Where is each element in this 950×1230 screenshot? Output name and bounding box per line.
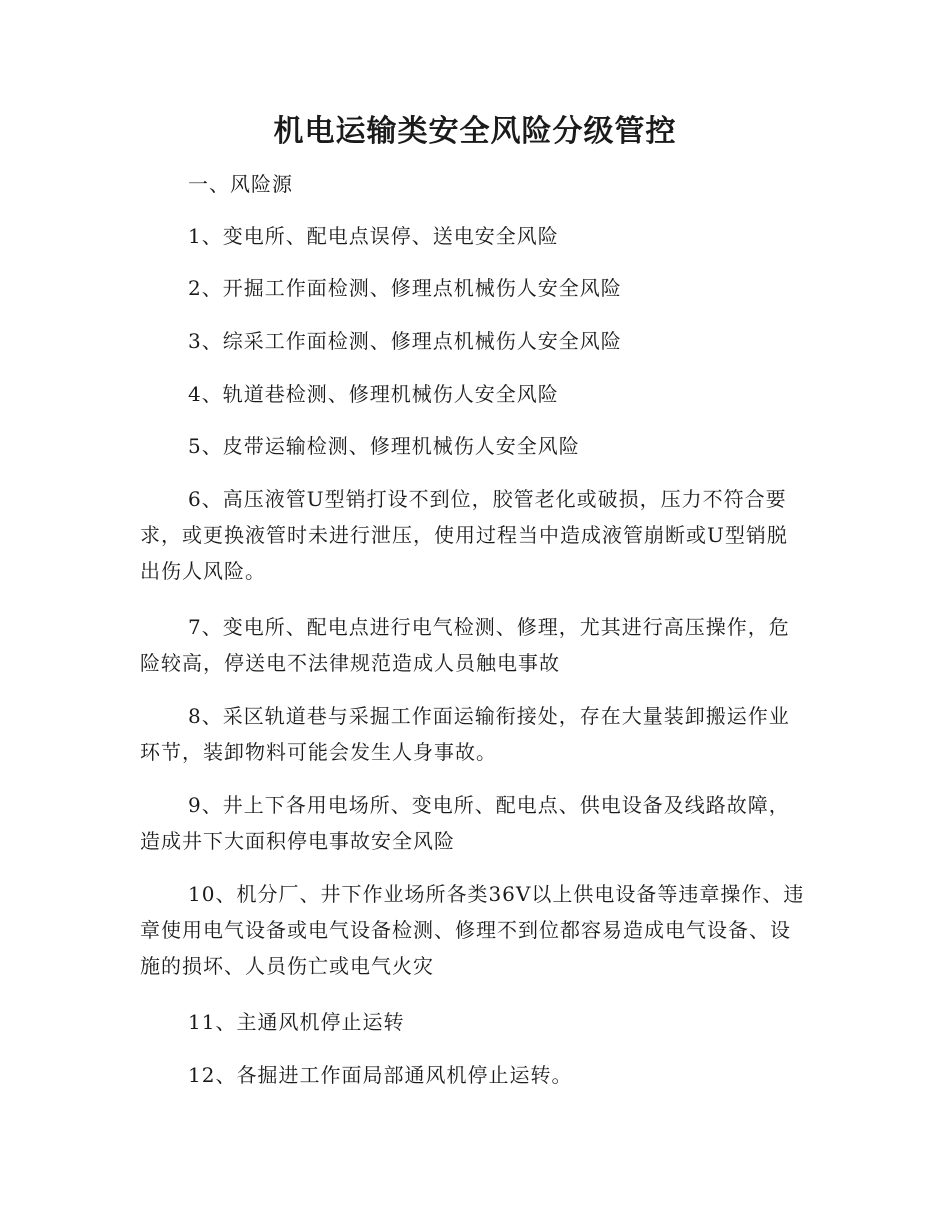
risk-item — [140, 1057, 805, 1093]
document-title: 机电运输类安全风险分级管控 — [273, 114, 677, 149]
risk-item-text: 8、采区轨道巷与采掘工作面运输衔接处，存在大量装卸搬运作业环节，装卸物料可能会发生人身事故。 — [140, 704, 790, 764]
risk-item-text: 3、综采工作面检测、修理点机械伤人安全风险 — [188, 329, 622, 353]
risk-item-text: 6、高压液管U型销打设不到位，胶管老化或破损，压力不符合要求，或更换液管时未进行泄压，使用过程当中造成液管崩断或U型销脱出伤人风险。 — [140, 487, 788, 583]
risk-item — [140, 787, 805, 859]
risk-item-text: 10、机分厂、井下作业场所各类36V以上供电设备等违章操作、违章使用电气设备或电气设备检测、修理不到位都容易造成电气设备、设施的损坏、人员伤亡或电气火灾 — [140, 882, 805, 978]
risk-item — [140, 1004, 805, 1040]
risk-item-text: 7、变电所、配电点进行电气检测、修理，尤其进行高压操作，危险较高，停送电不法律规范造成人员触电事故 — [140, 615, 790, 675]
risk-item — [140, 323, 805, 359]
section-heading-text: 一、风险源 — [188, 172, 293, 196]
risk-item — [140, 698, 805, 770]
risk-item-text: 9、井上下各用电场所、变电所、配电点、供电设备及线路故障，造成井下大面积停电事故安全风险 — [140, 793, 790, 853]
risk-item — [140, 270, 805, 306]
risk-item-text: 5、皮带运输检测、修理机械伤人安全风险 — [188, 434, 580, 458]
risk-item — [140, 428, 805, 464]
risk-item — [140, 218, 805, 254]
risk-item — [140, 609, 805, 681]
risk-item-text: 12、各掘进工作面局部通风机停止运转。 — [188, 1063, 573, 1087]
risk-item-text: 4、轨道巷检测、修理机械伤人安全风险 — [188, 382, 559, 406]
risk-item-text: 2、开掘工作面检测、修理点机械伤人安全风险 — [188, 276, 622, 300]
risk-item — [140, 481, 805, 589]
risk-item-text: 11、主通风机停止运转 — [188, 1010, 405, 1034]
risk-item — [140, 376, 805, 412]
risk-item-text: 1、变电所、配电点误停、送电安全风险 — [188, 224, 559, 248]
section-heading — [140, 166, 805, 202]
risk-item — [140, 876, 805, 984]
